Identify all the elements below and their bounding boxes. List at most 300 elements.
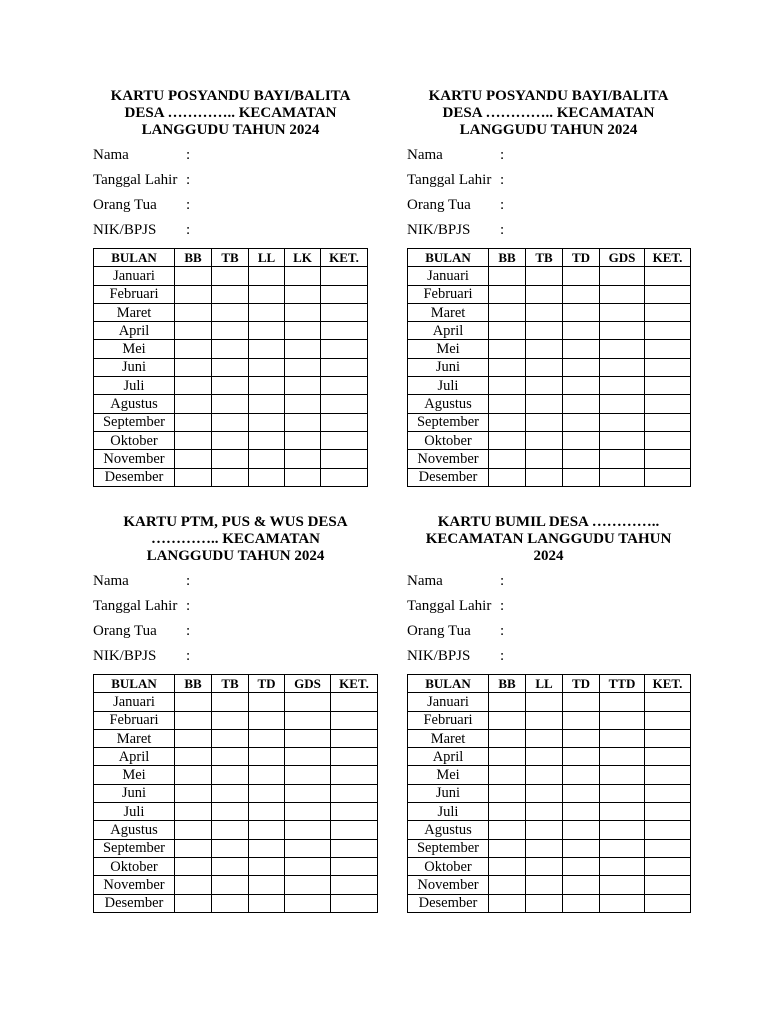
empty-entry-cell <box>175 729 212 747</box>
table-row <box>408 413 691 431</box>
empty-entry-cell <box>563 766 600 784</box>
empty-entry-cell <box>285 857 331 875</box>
table-row <box>408 395 691 413</box>
empty-entry-cell <box>563 748 600 766</box>
table-row <box>94 876 378 894</box>
empty-entry-cell <box>212 431 249 449</box>
empty-entry-cell <box>175 322 212 340</box>
card-posyandu-bayi-balita-2 <box>407 88 690 487</box>
field-colon: : <box>500 147 505 163</box>
empty-entry-cell <box>285 711 331 729</box>
empty-entry-cell <box>321 413 368 431</box>
empty-entry-cell <box>285 358 321 376</box>
field-tanggal-lahir <box>93 598 378 623</box>
empty-entry-cell <box>321 322 368 340</box>
empty-entry-cell <box>645 431 691 449</box>
column-header-ket: KET. <box>645 249 691 267</box>
table-row <box>94 285 368 303</box>
empty-entry-cell <box>645 857 691 875</box>
empty-entry-cell <box>600 766 645 784</box>
empty-entry-cell <box>645 377 691 395</box>
table-header-row <box>94 675 378 693</box>
card-posyandu-bayi-balita-1 <box>93 88 368 487</box>
empty-entry-cell <box>249 285 285 303</box>
month-cell: Mei <box>94 340 175 358</box>
month-cell: Desember <box>408 468 489 486</box>
empty-entry-cell <box>526 839 563 857</box>
empty-entry-cell <box>526 729 563 747</box>
empty-entry-cell <box>600 803 645 821</box>
table-row <box>408 748 691 766</box>
empty-entry-cell <box>331 729 378 747</box>
empty-entry-cell <box>175 839 212 857</box>
empty-entry-cell <box>526 395 563 413</box>
month-cell: Oktober <box>94 857 175 875</box>
column-header-bb: BB <box>489 249 526 267</box>
empty-entry-cell <box>212 450 249 468</box>
empty-entry-cell <box>249 413 285 431</box>
table-header-row <box>408 249 691 267</box>
empty-entry-cell <box>526 450 563 468</box>
empty-entry-cell <box>285 377 321 395</box>
month-cell: September <box>408 413 489 431</box>
empty-entry-cell <box>212 729 249 747</box>
empty-entry-cell <box>600 821 645 839</box>
empty-entry-cell <box>489 285 526 303</box>
month-cell: Maret <box>408 303 489 321</box>
field-colon: : <box>186 573 191 589</box>
empty-entry-cell <box>212 303 249 321</box>
identity-fields <box>93 147 368 247</box>
empty-entry-cell <box>489 322 526 340</box>
table-row <box>94 413 368 431</box>
empty-entry-cell <box>249 395 285 413</box>
empty-entry-cell <box>212 857 249 875</box>
field-colon: : <box>500 573 505 589</box>
empty-entry-cell <box>249 729 285 747</box>
month-cell: November <box>94 876 175 894</box>
table-row <box>94 748 378 766</box>
table-row <box>94 340 368 358</box>
month-cell: September <box>94 839 175 857</box>
empty-entry-cell <box>249 784 285 802</box>
empty-entry-cell <box>489 431 526 449</box>
column-header-ket: KET. <box>331 675 378 693</box>
table-row <box>94 803 378 821</box>
empty-entry-cell <box>285 431 321 449</box>
empty-entry-cell <box>489 413 526 431</box>
empty-entry-cell <box>489 748 526 766</box>
empty-entry-cell <box>526 377 563 395</box>
empty-entry-cell <box>563 413 600 431</box>
empty-entry-cell <box>285 450 321 468</box>
empty-entry-cell <box>600 322 645 340</box>
table-row <box>408 711 691 729</box>
empty-entry-cell <box>645 468 691 486</box>
field-label: Orang Tua <box>93 623 157 639</box>
empty-entry-cell <box>600 693 645 711</box>
empty-entry-cell <box>563 303 600 321</box>
table-header-row <box>408 675 691 693</box>
empty-entry-cell <box>489 894 526 912</box>
empty-entry-cell <box>600 784 645 802</box>
month-cell: Februari <box>408 711 489 729</box>
empty-entry-cell <box>212 876 249 894</box>
column-header-td: TD <box>563 249 600 267</box>
month-cell: Desember <box>408 894 489 912</box>
table-row <box>94 450 368 468</box>
empty-entry-cell <box>249 766 285 784</box>
empty-entry-cell <box>489 267 526 285</box>
column-header-ket: KET. <box>321 249 368 267</box>
month-cell: April <box>94 322 175 340</box>
empty-entry-cell <box>645 803 691 821</box>
column-header-ket: KET. <box>645 675 691 693</box>
empty-entry-cell <box>645 303 691 321</box>
month-cell: November <box>94 450 175 468</box>
empty-entry-cell <box>526 322 563 340</box>
empty-entry-cell <box>331 876 378 894</box>
empty-entry-cell <box>489 711 526 729</box>
empty-entry-cell <box>563 377 600 395</box>
month-cell: Juni <box>408 358 489 376</box>
empty-entry-cell <box>175 413 212 431</box>
field-nama <box>407 573 690 598</box>
empty-entry-cell <box>489 803 526 821</box>
empty-entry-cell <box>600 876 645 894</box>
table-row <box>408 729 691 747</box>
empty-entry-cell <box>645 894 691 912</box>
empty-entry-cell <box>526 821 563 839</box>
table-row <box>94 377 368 395</box>
empty-entry-cell <box>285 784 331 802</box>
empty-entry-cell <box>563 803 600 821</box>
empty-entry-cell <box>285 748 331 766</box>
column-header-ttd: TTD <box>600 675 645 693</box>
empty-entry-cell <box>285 693 331 711</box>
empty-entry-cell <box>212 285 249 303</box>
empty-entry-cell <box>526 267 563 285</box>
empty-entry-cell <box>600 267 645 285</box>
empty-entry-cell <box>645 729 691 747</box>
empty-entry-cell <box>175 748 212 766</box>
field-nik-bpjs <box>93 222 368 247</box>
table-row <box>94 821 378 839</box>
column-header-gds: GDS <box>600 249 645 267</box>
empty-entry-cell <box>600 431 645 449</box>
empty-entry-cell <box>331 784 378 802</box>
empty-entry-cell <box>285 285 321 303</box>
table-row <box>408 894 691 912</box>
empty-entry-cell <box>489 876 526 894</box>
table-row <box>94 839 378 857</box>
empty-entry-cell <box>600 303 645 321</box>
empty-entry-cell <box>212 821 249 839</box>
table-row <box>408 450 691 468</box>
empty-entry-cell <box>600 839 645 857</box>
empty-entry-cell <box>175 267 212 285</box>
table-row <box>94 693 378 711</box>
empty-entry-cell <box>526 285 563 303</box>
empty-entry-cell <box>212 839 249 857</box>
table-row <box>408 784 691 802</box>
empty-entry-cell <box>175 821 212 839</box>
month-cell: Maret <box>94 729 175 747</box>
empty-entry-cell <box>563 821 600 839</box>
field-orang-tua <box>407 197 690 222</box>
empty-entry-cell <box>321 395 368 413</box>
empty-entry-cell <box>645 395 691 413</box>
table-row <box>408 839 691 857</box>
identity-fields <box>93 573 378 673</box>
field-nama <box>407 147 690 172</box>
empty-entry-cell <box>563 340 600 358</box>
empty-entry-cell <box>563 876 600 894</box>
empty-entry-cell <box>249 303 285 321</box>
month-cell: April <box>408 748 489 766</box>
table-row <box>408 285 691 303</box>
empty-entry-cell <box>212 748 249 766</box>
empty-entry-cell <box>249 468 285 486</box>
field-colon: : <box>500 648 505 664</box>
field-label: Tanggal Lahir <box>407 172 492 188</box>
empty-entry-cell <box>331 693 378 711</box>
table-row <box>94 431 368 449</box>
empty-entry-cell <box>526 857 563 875</box>
empty-entry-cell <box>249 340 285 358</box>
empty-entry-cell <box>645 839 691 857</box>
empty-entry-cell <box>600 748 645 766</box>
empty-entry-cell <box>249 748 285 766</box>
empty-entry-cell <box>321 267 368 285</box>
empty-entry-cell <box>563 322 600 340</box>
column-header-bb: BB <box>175 675 212 693</box>
empty-entry-cell <box>489 395 526 413</box>
empty-entry-cell <box>563 395 600 413</box>
field-tanggal-lahir <box>407 598 690 623</box>
empty-entry-cell <box>331 857 378 875</box>
month-cell: April <box>94 748 175 766</box>
identity-fields <box>407 573 690 673</box>
empty-entry-cell <box>331 839 378 857</box>
column-header-bulan: BULAN <box>408 249 489 267</box>
empty-entry-cell <box>331 803 378 821</box>
empty-entry-cell <box>645 693 691 711</box>
card-title: KARTU BUMIL DESA ………….. KECAMATAN LANGGUDU TAHUN 2024 <box>425 514 672 564</box>
empty-entry-cell <box>249 803 285 821</box>
field-colon: : <box>186 598 191 614</box>
empty-entry-cell <box>285 322 321 340</box>
empty-entry-cell <box>212 468 249 486</box>
field-colon: : <box>186 172 191 188</box>
empty-entry-cell <box>212 267 249 285</box>
month-cell: Mei <box>94 766 175 784</box>
card-bumil <box>407 514 690 913</box>
table-row <box>408 693 691 711</box>
monthly-table <box>93 674 378 913</box>
empty-entry-cell <box>600 894 645 912</box>
field-orang-tua <box>407 623 690 648</box>
monthly-table <box>407 248 691 487</box>
empty-entry-cell <box>600 711 645 729</box>
empty-entry-cell <box>526 303 563 321</box>
empty-entry-cell <box>175 857 212 875</box>
field-label: Tanggal Lahir <box>407 598 492 614</box>
empty-entry-cell <box>563 450 600 468</box>
empty-entry-cell <box>526 358 563 376</box>
empty-entry-cell <box>175 431 212 449</box>
empty-entry-cell <box>212 340 249 358</box>
month-cell: September <box>408 839 489 857</box>
column-header-td: TD <box>563 675 600 693</box>
month-cell: September <box>94 413 175 431</box>
empty-entry-cell <box>563 711 600 729</box>
empty-entry-cell <box>563 693 600 711</box>
table-header-row <box>94 249 368 267</box>
month-cell: Juni <box>408 784 489 802</box>
month-cell: Mei <box>408 766 489 784</box>
empty-entry-cell <box>285 340 321 358</box>
empty-entry-cell <box>600 340 645 358</box>
column-header-tb: TB <box>526 249 563 267</box>
empty-entry-cell <box>175 711 212 729</box>
empty-entry-cell <box>175 303 212 321</box>
empty-entry-cell <box>285 413 321 431</box>
empty-entry-cell <box>212 322 249 340</box>
month-cell: Desember <box>94 894 175 912</box>
field-nik-bpjs <box>407 648 690 673</box>
empty-entry-cell <box>249 377 285 395</box>
month-cell: Januari <box>94 267 175 285</box>
table-row <box>408 322 691 340</box>
empty-entry-cell <box>489 468 526 486</box>
month-cell: Agustus <box>94 395 175 413</box>
field-colon: : <box>500 598 505 614</box>
monthly-table <box>407 674 691 913</box>
empty-entry-cell <box>175 894 212 912</box>
table-row <box>408 377 691 395</box>
empty-entry-cell <box>212 693 249 711</box>
empty-entry-cell <box>212 358 249 376</box>
empty-entry-cell <box>321 468 368 486</box>
field-label: Orang Tua <box>407 623 471 639</box>
month-cell: November <box>408 450 489 468</box>
empty-entry-cell <box>563 468 600 486</box>
empty-entry-cell <box>563 894 600 912</box>
table-row <box>408 358 691 376</box>
card-title: KARTU POSYANDU BAYI/BALITA DESA ………….. KECAMATAN LANGGUDU TAHUN 2024 <box>428 88 669 138</box>
empty-entry-cell <box>526 784 563 802</box>
empty-entry-cell <box>249 267 285 285</box>
empty-entry-cell <box>563 839 600 857</box>
table-row <box>94 857 378 875</box>
table-row <box>408 821 691 839</box>
month-cell: Maret <box>94 303 175 321</box>
empty-entry-cell <box>212 894 249 912</box>
month-cell: Januari <box>408 693 489 711</box>
month-cell: Desember <box>94 468 175 486</box>
month-cell: Juni <box>94 784 175 802</box>
table-row <box>94 894 378 912</box>
field-colon: : <box>500 222 505 238</box>
empty-entry-cell <box>526 894 563 912</box>
empty-entry-cell <box>645 450 691 468</box>
empty-entry-cell <box>331 766 378 784</box>
empty-entry-cell <box>212 413 249 431</box>
empty-entry-cell <box>249 450 285 468</box>
empty-entry-cell <box>321 431 368 449</box>
empty-entry-cell <box>489 784 526 802</box>
empty-entry-cell <box>175 395 212 413</box>
empty-entry-cell <box>175 285 212 303</box>
table-row <box>94 711 378 729</box>
empty-entry-cell <box>321 358 368 376</box>
empty-entry-cell <box>285 876 331 894</box>
empty-entry-cell <box>175 766 212 784</box>
empty-entry-cell <box>489 693 526 711</box>
empty-entry-cell <box>563 729 600 747</box>
table-row <box>408 267 691 285</box>
empty-entry-cell <box>285 821 331 839</box>
identity-fields <box>407 147 690 247</box>
empty-entry-cell <box>285 303 321 321</box>
column-header-bulan: BULAN <box>94 249 175 267</box>
empty-entry-cell <box>175 876 212 894</box>
empty-entry-cell <box>489 303 526 321</box>
empty-entry-cell <box>285 267 321 285</box>
field-label: Orang Tua <box>93 197 157 213</box>
table-row <box>94 358 368 376</box>
empty-entry-cell <box>249 894 285 912</box>
month-cell: Agustus <box>94 821 175 839</box>
empty-entry-cell <box>212 803 249 821</box>
month-cell: Juli <box>94 803 175 821</box>
empty-entry-cell <box>526 431 563 449</box>
empty-entry-cell <box>285 766 331 784</box>
field-label: Orang Tua <box>407 197 471 213</box>
empty-entry-cell <box>175 340 212 358</box>
empty-entry-cell <box>526 340 563 358</box>
empty-entry-cell <box>489 729 526 747</box>
table-row <box>408 468 691 486</box>
empty-entry-cell <box>526 803 563 821</box>
field-label: NIK/BPJS <box>407 222 471 238</box>
empty-entry-cell <box>526 711 563 729</box>
empty-entry-cell <box>285 729 331 747</box>
month-cell: Maret <box>408 729 489 747</box>
empty-entry-cell <box>489 358 526 376</box>
table-row <box>94 322 368 340</box>
empty-entry-cell <box>489 340 526 358</box>
empty-entry-cell <box>526 876 563 894</box>
card-ptm-pus-wus <box>93 514 378 913</box>
field-colon: : <box>500 623 505 639</box>
empty-entry-cell <box>489 766 526 784</box>
empty-entry-cell <box>321 303 368 321</box>
field-label: Tanggal Lahir <box>93 598 178 614</box>
column-header-tb: TB <box>212 249 249 267</box>
empty-entry-cell <box>600 395 645 413</box>
empty-entry-cell <box>285 468 321 486</box>
empty-entry-cell <box>563 784 600 802</box>
field-label: NIK/BPJS <box>93 222 157 238</box>
table-row <box>408 340 691 358</box>
field-nik-bpjs <box>93 648 378 673</box>
monthly-table <box>93 248 368 487</box>
month-cell: Agustus <box>408 395 489 413</box>
card-title: KARTU POSYANDU BAYI/BALITA DESA ………….. KECAMATAN LANGGUDU TAHUN 2024 <box>110 88 351 138</box>
month-cell: Januari <box>94 693 175 711</box>
